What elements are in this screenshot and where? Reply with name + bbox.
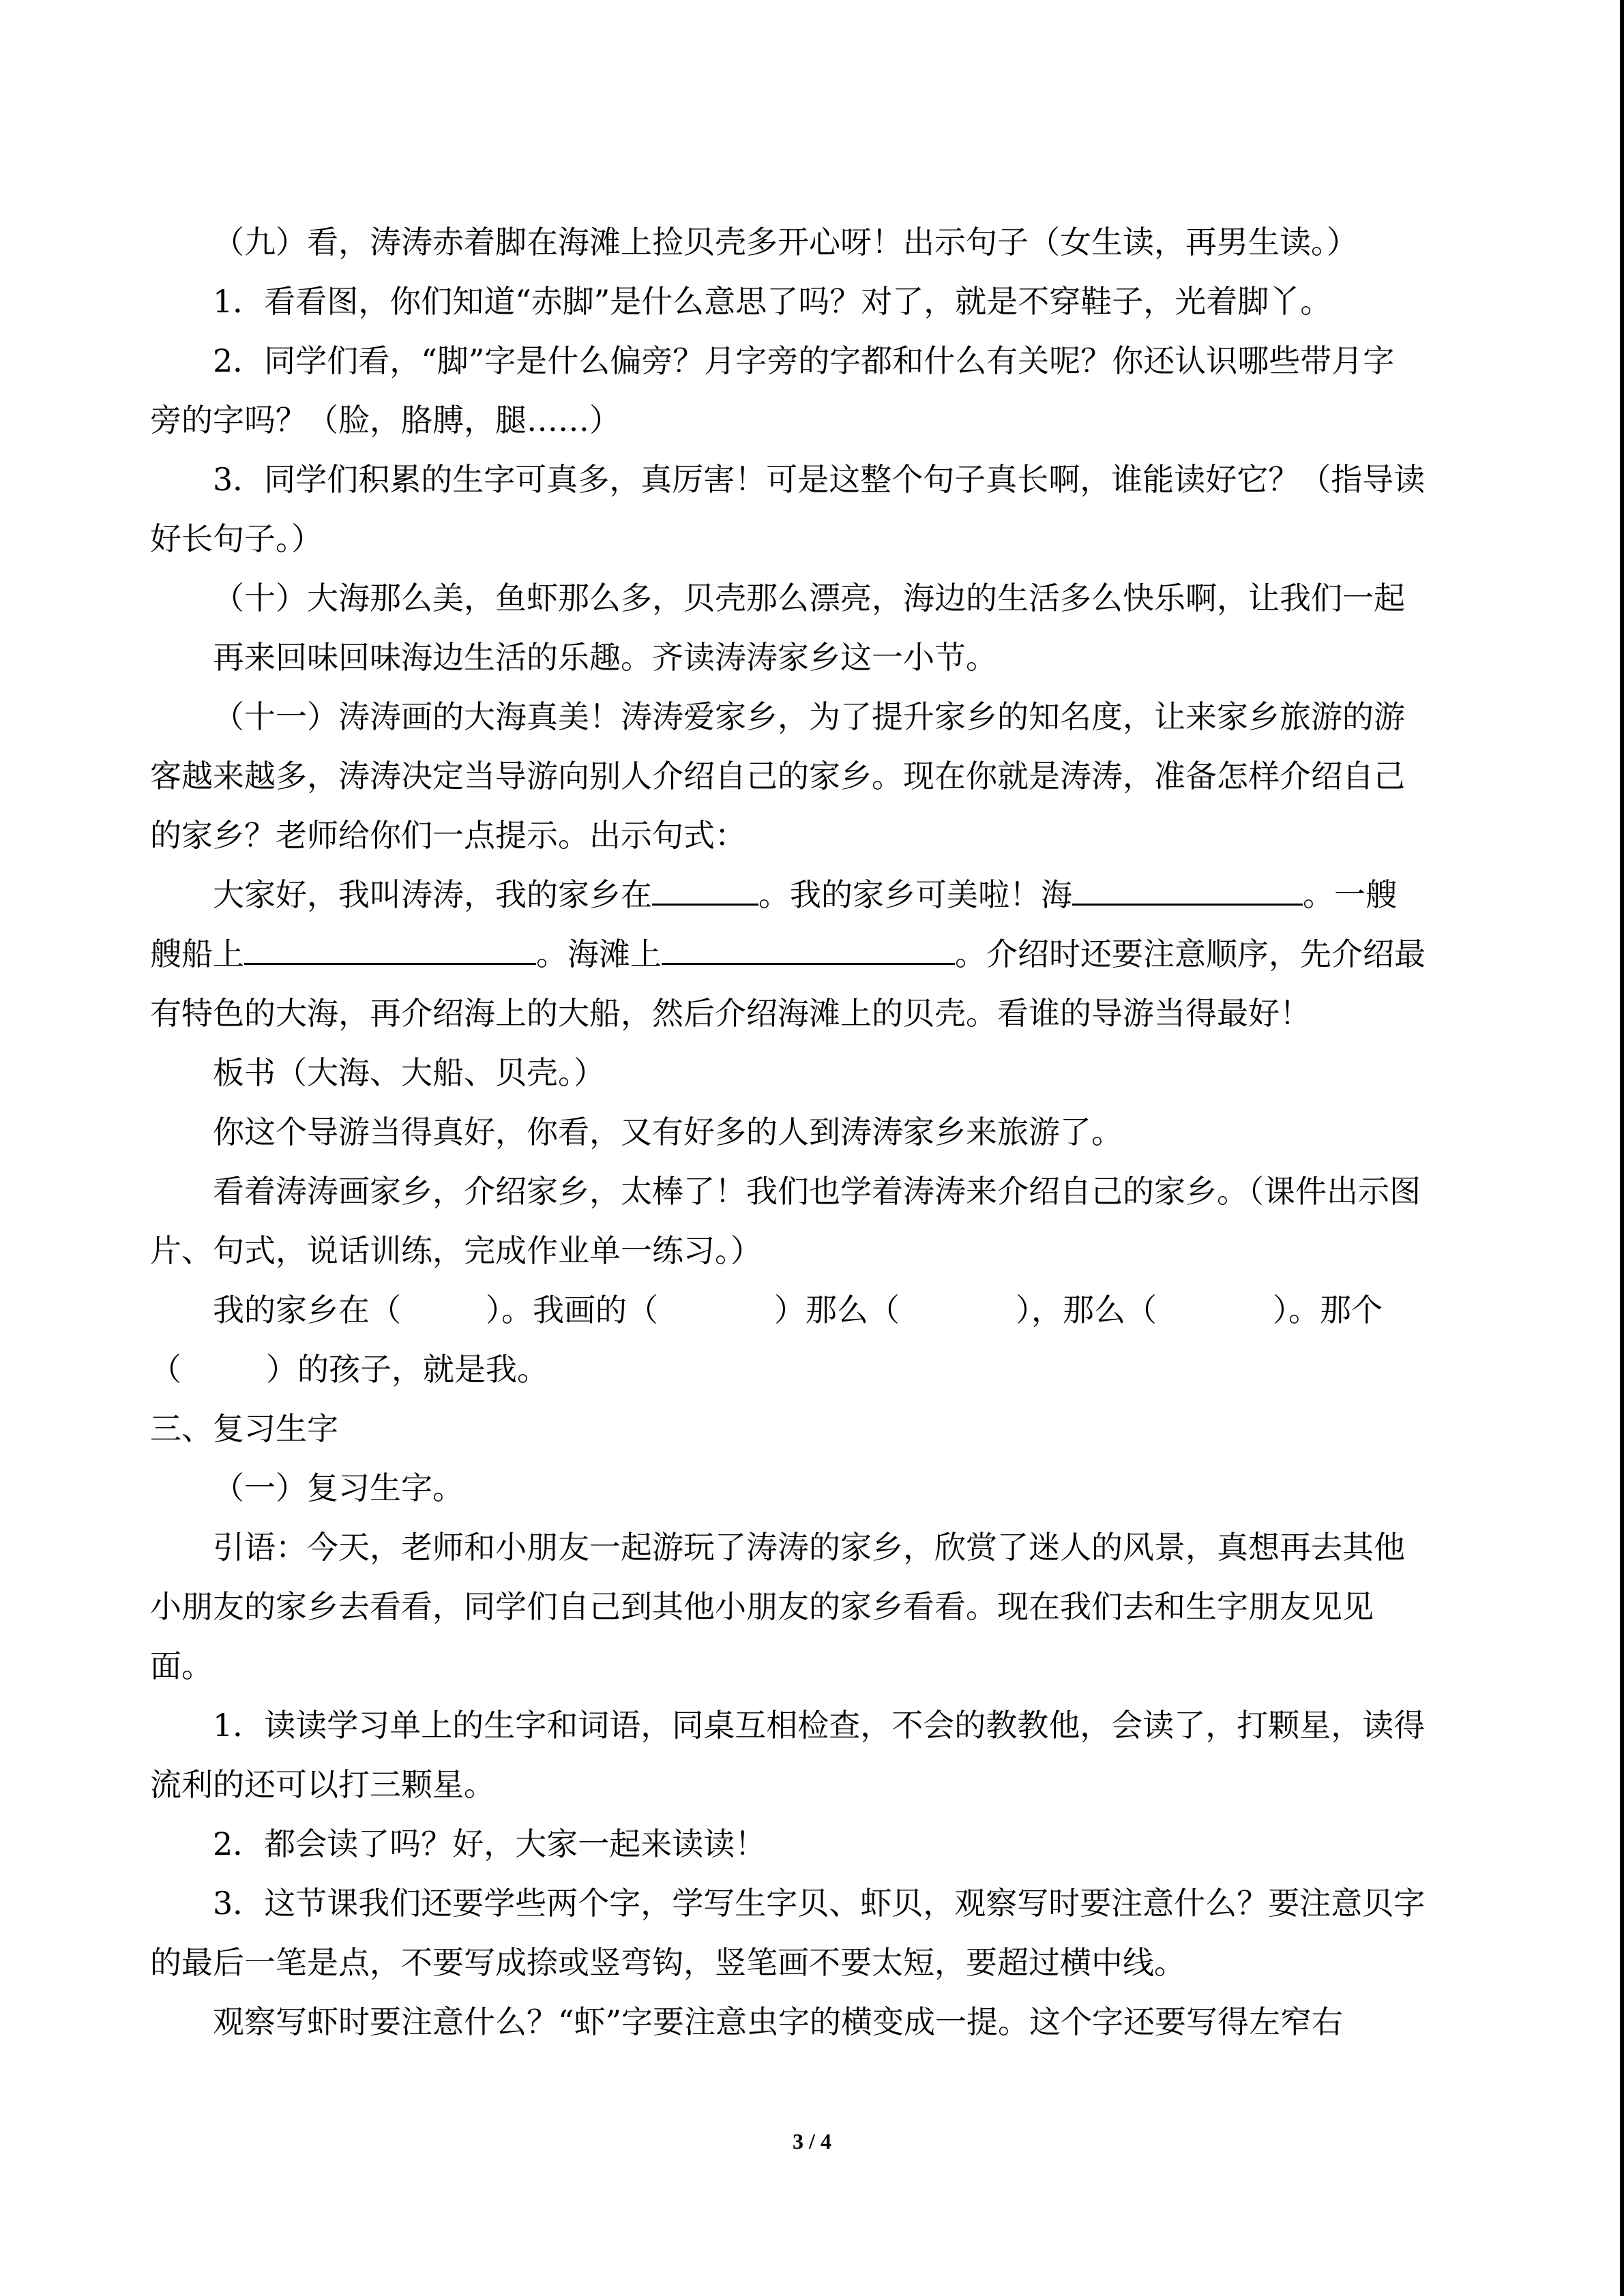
paragraph-line: 有特色的大海，再介绍海上的大船，然后介绍海滩上的贝壳。看谁的导游当得最好！ xyxy=(150,995,1311,1032)
paragraph-line: 的最后一笔是点，不要写成捺或竖弯钩，竖笔画不要太短，要超过横中线。 xyxy=(150,1944,1185,1981)
document-body xyxy=(150,213,1477,2052)
paragraph-line: 片、句式，说话训练，完成作业单一练习。） xyxy=(150,1232,762,1269)
fill-text: ）那么（ xyxy=(774,1292,900,1328)
section-heading: 三、复习生字 xyxy=(150,1410,338,1447)
paragraph-line: 你这个导游当得真好，你看，又有好多的人到涛涛家乡来旅游了。 xyxy=(213,1114,1123,1150)
fill-text: 艘船上 xyxy=(150,936,244,972)
paragraph-line: 看着涛涛画家乡，介绍家乡，太棒了！我们也学着涛涛来介绍自己的家乡。（课件出示图 xyxy=(213,1173,1421,1210)
paragraph-line: 客越来越多，涛涛决定当导游向别人介绍自己的家乡。现在你就是涛涛，准备怎样介绍自己 xyxy=(150,758,1405,794)
paragraph-line: 好长句子。） xyxy=(150,520,323,557)
paragraph-line: （十）大海那么美，鱼虾那么多，贝壳那么漂亮，海边的生活多么快乐啊，让我们一起 xyxy=(213,580,1405,616)
fill-text: 。介绍时还要注意顺序，先介绍最 xyxy=(955,936,1426,972)
page-number: 3 / 4 xyxy=(793,2129,831,2153)
fill-text: 。我的家乡可美啦！海 xyxy=(758,876,1072,913)
paragraph-line: 板书（大海、大船、贝壳。） xyxy=(213,1054,605,1091)
blank-line xyxy=(662,929,955,965)
paragraph-line: （九）看，涛涛赤着脚在海滩上捡贝壳多开心呀！出示句子（女生读，再男生读。） xyxy=(213,224,1358,260)
fill-text: ）。那个 xyxy=(1273,1292,1383,1328)
fill-text: ）的孩子，就是我。 xyxy=(266,1351,548,1388)
paragraph-line: 面。 xyxy=(150,1648,213,1684)
fill-text: 我的家乡在（ xyxy=(213,1292,401,1328)
fill-text: ）。我画的（ xyxy=(486,1292,658,1328)
paragraph-line: 3．同学们积累的生字可真多，真厉害！可是这整个句子真长啊，谁能读好它？（指导读 xyxy=(213,461,1426,498)
fill-text: ），那么（ xyxy=(1016,1292,1157,1328)
fill-text: 。一艘 xyxy=(1303,876,1397,913)
paragraph-line: 旁的字吗？（脸，胳膊，腿……） xyxy=(150,402,621,438)
paragraph-line: 2．同学们看，“脚”字是什么偏旁？月字旁的字都和什么有关呢？你还认识哪些带月字 xyxy=(213,342,1395,379)
fill-in-sentence-2 xyxy=(150,925,1477,984)
paragraph-line: 观察写虾时要注意什么？“虾”字要注意虫字的横变成一提。这个字还要写得左窄右 xyxy=(213,2003,1344,2040)
paragraph-line: 1．看看图，你们知道“赤脚”是什么意思了吗？对了，就是不穿鞋子，光着脚丫。 xyxy=(213,283,1332,320)
paragraph-line: 2．都会读了吗？好，大家一起来读读！ xyxy=(213,1825,767,1862)
blank-line xyxy=(652,869,758,906)
paragraph-line: 1．读读学习单上的生字和词语，同桌互相检查，不会的教教他，会读了，打颗星，读得 xyxy=(213,1707,1426,1744)
blank-line xyxy=(244,929,536,965)
paragraph-line: 引语：今天，老师和小朋友一起游玩了涛涛的家乡，欣赏了迷人的风景，真想再去其他 xyxy=(213,1529,1405,1566)
subsection-heading: （一）复习生字。 xyxy=(213,1470,464,1506)
paragraph-line: （十一）涛涛画的大海真美！涛涛爱家乡，为了提升家乡的知名度，让来家乡旅游的游 xyxy=(213,698,1405,735)
fill-text: （ xyxy=(150,1351,181,1388)
paragraph-line: 3．这节课我们还要学些两个字，学写生字贝、虾贝，观察写时要注意什么？要注意贝字 xyxy=(213,1885,1426,1922)
fill-in-sentence-1 xyxy=(150,865,1477,925)
fill-in-sentence-3 xyxy=(150,1281,1477,1340)
paragraph-line: 流利的还可以打三颗星。 xyxy=(150,1766,495,1803)
blank-line xyxy=(1072,869,1303,906)
paragraph-line: 的家乡？老师给你们一点提示。出示句式： xyxy=(150,817,746,854)
page-border-right xyxy=(1620,0,1624,2296)
fill-text: 大家好，我叫涛涛，我的家乡在 xyxy=(213,876,652,913)
fill-in-sentence-4 xyxy=(150,1340,1477,1399)
paragraph-line: 小朋友的家乡去看看，同学们自己到其他小朋友的家乡看看。现在我们去和生字朋友见见 xyxy=(150,1588,1374,1625)
paragraph-line: 再来回味回味海边生活的乐趣。齐读涛涛家乡这一小节。 xyxy=(213,639,997,676)
fill-text: 。海滩上 xyxy=(536,936,662,972)
